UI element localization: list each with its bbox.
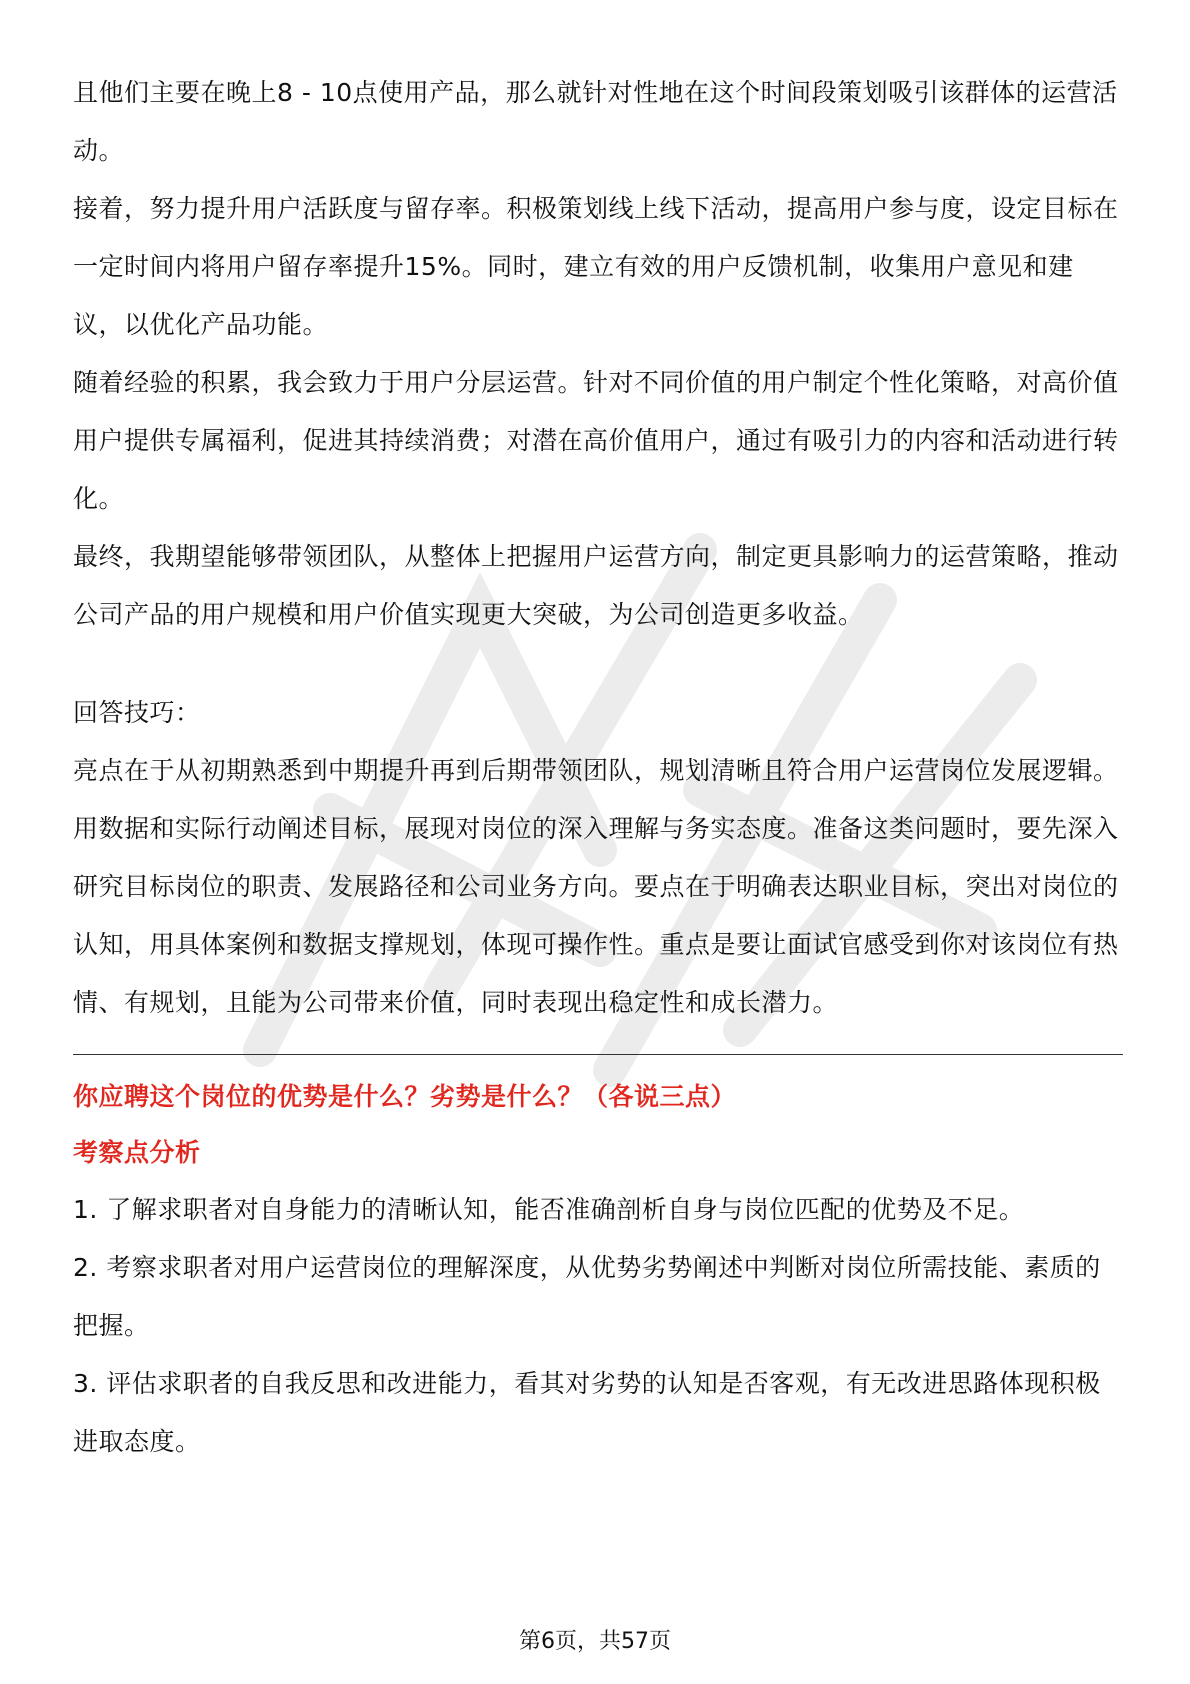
body-paragraph-2: 接着，努力提升用户活跃度与留存率。积极策划线上线下活动，提高用户参与度，设定目标在一定时间内将用户留存率提升15%。同时，建立有效的用户反馈机制，收集用户意见和建议，以优化产品功能。 bbox=[73, 194, 1119, 339]
analysis-point-3: 3. 评估求职者的自我反思和改进能力，看其对劣势的认知是否客观，有无改进思路体现积极进取态度。 bbox=[73, 1369, 1101, 1456]
tips-text: 亮点在于从初期熟悉到中期提升再到后期带领团队，规划清晰且符合用户运营岗位发展逻辑。用数据和实际行动阐述目标，展现对岗位的深入理解与务实态度。准备这类问题时，要先深入研究目标岗位的职责、发展路径和公司业务方向。要点在于明确表达职业目标，突出对岗位的认知，用具体案例和数据支撑规划，体现可操作性。重点是要让面试官感受到你对该岗位有热情、有规划，且能为公司带来价值，同时表现出稳定性和成长潜力。 bbox=[73, 756, 1119, 1017]
page-number: 第6页，共57页 bbox=[519, 1629, 671, 1654]
analysis-label: 考察点分析 bbox=[73, 1138, 201, 1167]
page-content bbox=[73, 64, 1123, 1471]
tips-label: 回答技巧： bbox=[73, 698, 201, 727]
body-paragraph-3: 随着经验的积累，我会致力于用户分层运营。针对不同价值的用户制定个性化策略，对高价值用户提供专属福利，促进其持续消费；对潜在高价值用户，通过有吸引力的内容和活动进行转化。 bbox=[73, 368, 1119, 513]
body-paragraph-1: 且他们主要在晚上8 - 10点使用产品，那么就针对性地在这个时间段策划吸引该群体的运营活动。 bbox=[73, 78, 1118, 165]
analysis-point-1: 1. 了解求职者对自身能力的清晰认知，能否准确剖析自身与岗位匹配的优势及不足。 bbox=[73, 1195, 1025, 1224]
question-title: 你应聘这个岗位的优势是什么？劣势是什么？（各说三点） bbox=[73, 1082, 737, 1111]
body-paragraph-4: 最终，我期望能够带领团队，从整体上把握用户运营方向，制定更具影响力的运营策略，推动公司产品的用户规模和用户价值实现更大突破，为公司创造更多收益。 bbox=[73, 542, 1119, 629]
section-divider bbox=[73, 1054, 1123, 1055]
section-gap bbox=[73, 644, 1123, 684]
analysis-point-2: 2. 考察求职者对用户运营岗位的理解深度，从优势劣势阐述中判断对岗位所需技能、素质的把握。 bbox=[73, 1253, 1101, 1340]
